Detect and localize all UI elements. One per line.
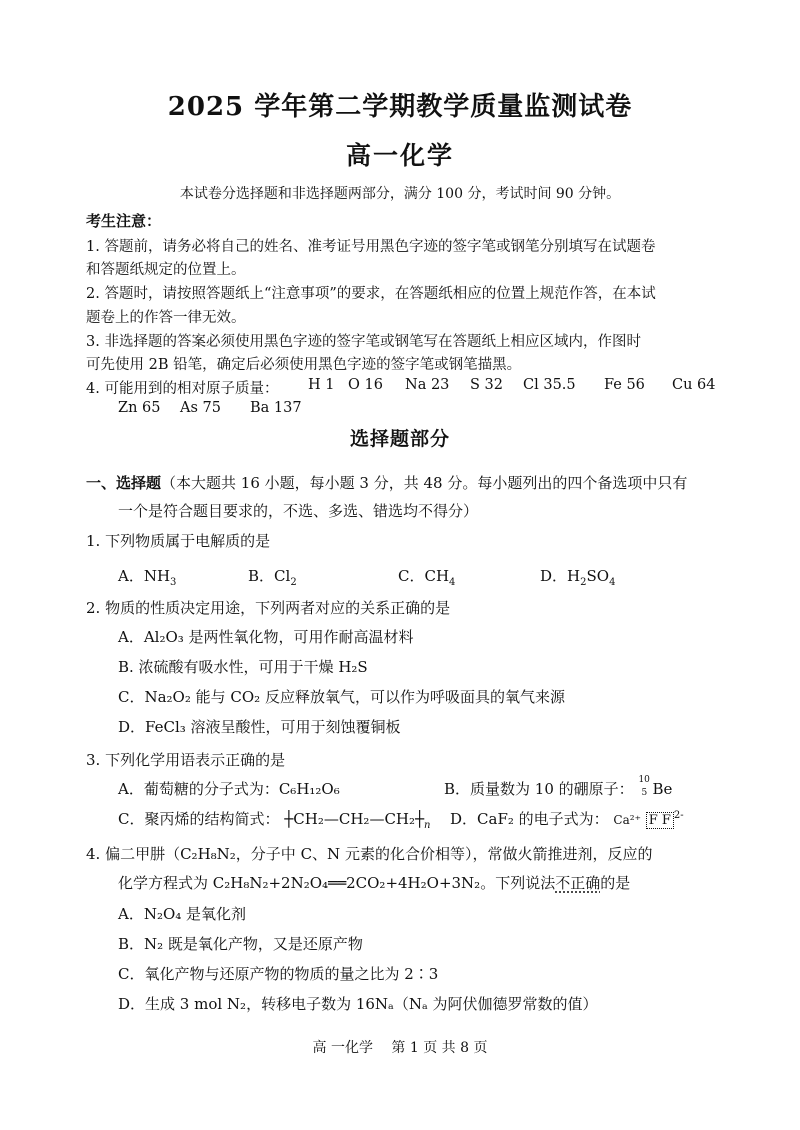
mass-number: 10	[638, 775, 650, 785]
atomic-mass: O 16	[348, 377, 383, 393]
atomic-mass: Cl 35.5	[523, 377, 576, 393]
q1-option-b: B．$Cl_2$	[248, 567, 297, 588]
part1-text-cont: 一个是符合题目要求的，不选、多选、错选均不得分）	[118, 502, 479, 520]
notice-heading: 考生注意：	[86, 212, 162, 230]
atomic-mass: Ba 137	[250, 400, 302, 416]
q3-option-c: C．聚丙烯的结构简式： $┼CH_2—CH_2—CH_2┼_n$	[118, 810, 431, 831]
atomic-mass: Fe 56	[604, 377, 645, 393]
notice-line: 和答题纸规定的位置上。	[86, 262, 246, 278]
q4-option-d: D．生成 3 mol N₂，转移电子数为 16Nₐ（Nₐ 为阿伏伽德罗常数的值）	[118, 995, 598, 1013]
q4-option-b: B．N₂ 既是氧化产物，又是还原产物	[118, 935, 363, 953]
q2-option-d: D．FeCl₃ 溶液呈酸性，可用于刻蚀覆铜板	[118, 718, 401, 736]
notice-line: 1. 答题前，请务必将自己的姓名、准考证号用黑色字迹的签字笔或钢笔分别填写在试题卷	[86, 239, 656, 255]
atomic-mass: Na 23	[405, 377, 450, 393]
notice-line: 可先使用 2B 铅笔，确定后必须使用黑色字迹的签字笔或钢笔描黑。	[86, 357, 522, 373]
q4-option-a: A．N₂O₄ 是氧化剂	[118, 905, 247, 923]
notice-line: 题卷上的作答一律无效。	[86, 310, 246, 326]
electron-dot-box: F F	[646, 812, 674, 829]
q3-stem: 3. 下列化学用语表示正确的是	[86, 751, 286, 769]
atomic-mass: Zn 65	[118, 400, 161, 416]
part1-label: 一、选择题	[86, 474, 162, 492]
part1-heading	[86, 472, 687, 493]
atomic-mass: As 75	[180, 400, 221, 416]
q1-option-d: D．$H_2SO_4$	[540, 567, 616, 588]
notice-line: 2. 答题时，请按照答题纸上“注意事项”的要求，在答题纸相应的位置上规范作答，在本试	[86, 286, 656, 302]
polymer-formula: CH₂—CH₂—CH₂	[293, 810, 416, 828]
q3-option-b: B．质量数为 10 的硼原子： 10 5 Be	[444, 775, 673, 798]
part1-text: （本大题共 16 小题，每小题 3 分，共 48 分。每小题列出的四个备选项中只有	[161, 474, 688, 492]
element-symbol: Be	[652, 780, 673, 798]
q4-option-c: C．氧化产物与还原产物的物质的量之比为 2∶3	[118, 965, 439, 983]
q2-option-c: C．Na₂O₂ 能与 CO₂ 反应释放氧气，可以作为呼吸面具的氧气来源	[118, 688, 565, 706]
atomic-mass: H 1	[308, 377, 335, 393]
page-footer: 高 一化学 第 1 页 共 8 页	[312, 1040, 488, 1056]
emphasis-not-correct: 不正确	[555, 874, 601, 892]
q3-option-d: D．CaF₂ 的电子式为： Ca²⁺ F F $^{2-}$	[450, 810, 684, 828]
atomic-mass: S 32	[470, 377, 503, 393]
q1-option-c: C．$CH_4$	[398, 567, 456, 588]
q2-option-b: B. 浓硫酸有吸水性，可用于干燥 H₂S	[118, 658, 368, 676]
q4-stem-line1: 4. 偏二甲肼（C₂H₈N₂，分子中 C、N 元素的化合价相等），常做火箭推进剂，反应的	[86, 845, 653, 863]
exam-intro: 本试卷分选择题和非选择题两部分，满分 100 分，考试时间 90 分钟。	[179, 186, 621, 202]
q2-option-a: A．Al₂O₃ 是两性氧化物，可用作耐高温材料	[118, 628, 414, 646]
q4-stem-line2: 化学方程式为 C₂H₈N₂+2N₂O₄══2CO₂+4H₂O+3N₂。下列说法不正确的是	[118, 874, 631, 892]
subject-title: 高一化学	[345, 141, 454, 170]
atomic-number: 5	[641, 788, 648, 798]
q2-stem: 2. 物质的性质决定用途，下列两者对应的关系正确的是	[86, 599, 451, 617]
q1-option-a: A．$NH_3$	[118, 567, 177, 588]
atomic-mass: Cu 64	[672, 377, 716, 393]
exam-title: 2025 学年第二学期教学质量监测试卷	[167, 92, 633, 122]
notice-line: 3. 非选择题的答案必须使用黑色字迹的签字笔或钢笔写在答题纸上相应区域内，作图时	[86, 334, 641, 350]
notice-item4-label: 4. 可能用到的相对原子质量：	[86, 381, 279, 397]
q3-option-a: A．葡萄糖的分子式为：C₆H₁₂O₆	[118, 780, 340, 798]
section-title: 选择题部分	[349, 428, 450, 450]
q1-stem: 1. 下列物质属于电解质的是	[86, 532, 271, 550]
